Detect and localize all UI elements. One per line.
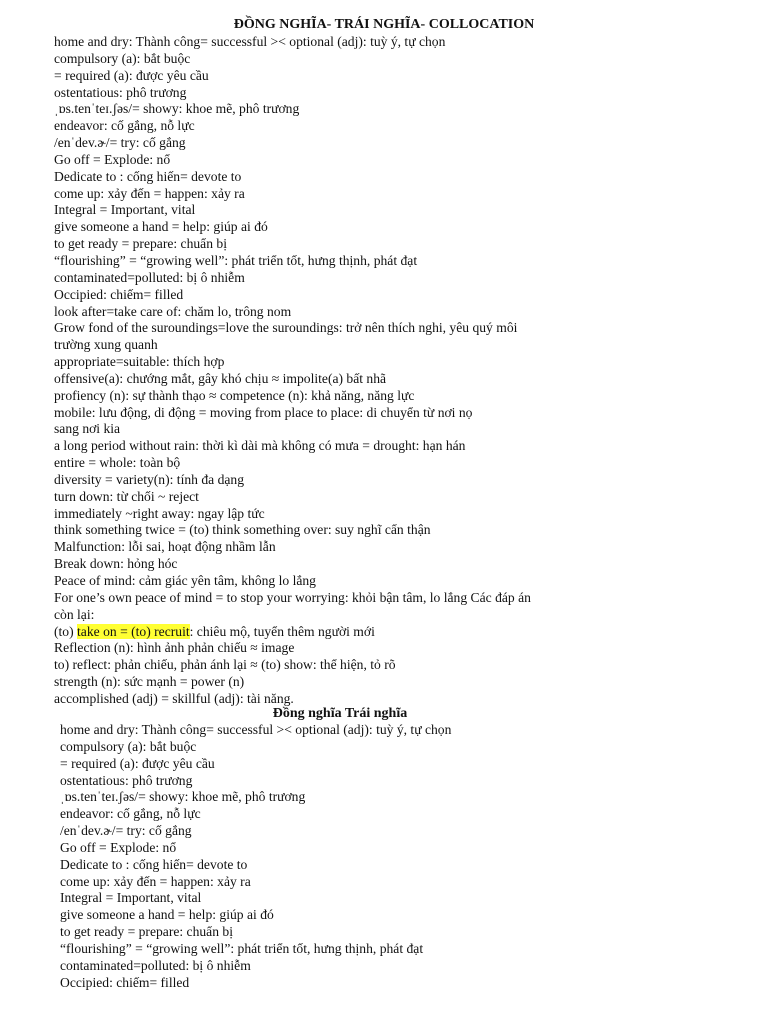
vocab-line: Malfunction: lỗi sai, hoạt động nhầm lẫn: [54, 539, 276, 555]
vocab-line: endeavor: cố gắng, nỗ lực: [54, 118, 195, 134]
vocab-line: Dedicate to : cống hiến= devote to: [54, 168, 242, 184]
vocab-line: entire = whole: toàn bộ: [54, 455, 181, 471]
vocab-line: endeavor: cố gắng, nỗ lực: [60, 806, 201, 822]
page-title: ĐỒNG NGHĨA- TRÁI NGHĨA- COLLOCATION: [233, 17, 535, 32]
vocab-line: Occipied: chiếm= filled: [60, 974, 190, 990]
vocab-line: appropriate=suitable: thích hợp: [54, 354, 225, 370]
vocab-line: contaminated=polluted: bị ô nhiễm: [60, 957, 251, 973]
vocab-line: diversity = variety(n): tính đa dạng: [54, 471, 245, 487]
vocab-line: profiency (n): sự thành thạo ≈ competence (n): khả năng, năng lực: [54, 387, 415, 403]
vocab-line: mobile: lưu động, di động = moving from place to place: di chuyển từ nơi nọ: [54, 404, 473, 420]
vocab-line: /enˈdev.ɚ/= try: cố gắng: [60, 823, 192, 839]
vocab-line: compulsory (a): bắt buộc: [60, 738, 197, 754]
vocab-list-2: [60, 722, 720, 992]
highlighted-text: take on = (to) recruit: [77, 623, 190, 639]
vocab-line-suffix: : chiêu mộ, tuyển thêm người mới: [189, 623, 375, 639]
vocab-line: compulsory (a): bắt buộc: [54, 50, 191, 66]
vocab-line: For one’s own peace of mind = to stop your worrying: khỏi bận tâm, lo lắng Các đáp án: [54, 589, 531, 605]
vocab-line: a long period without rain: thời kì dài mà không có mưa = drought: hạn hán: [54, 438, 466, 454]
vocab-line: come up: xảy đến = happen: xảy ra: [54, 185, 245, 201]
vocab-line-prefix: (to): [54, 623, 78, 639]
vocab-line: sang nơi kia: [54, 421, 121, 437]
vocab-line: /enˈdev.ɚ/= try: cố gắng: [54, 135, 186, 151]
vocab-line: [54, 624, 714, 641]
vocab-line: Break down: hỏng hóc: [54, 556, 178, 572]
vocab-line: to get ready = prepare: chuẩn bị: [54, 236, 227, 252]
vocab-line: còn lại:: [54, 606, 95, 622]
vocab-line: ˌɒs.tenˈteɪ.ʃəs/= showy: khoe mẽ, phô trương: [54, 101, 300, 117]
vocab-line: Grow fond of the suroundings=love the suroundings: trở nên thích nghi, yêu quý môi: [54, 320, 518, 336]
vocab-line: Go off = Explode: nổ: [54, 151, 171, 167]
section-subtitle: Đồng nghĩa Trái nghĩa: [272, 706, 408, 721]
vocab-line: home and dry: Thành công= successful >< optional (adj): tuỳ ý, tự chọn: [54, 34, 446, 49]
vocab-line: home and dry: Thành công= successful >< optional (adj): tuỳ ý, tự chọn: [60, 722, 452, 737]
vocab-line: strength (n): sức mạnh = power (n): [54, 674, 245, 690]
vocab-line: give someone a hand = help: giúp ai đó: [60, 907, 274, 923]
vocab-line: think something twice = (to) think something over: suy nghĩ cẩn thận: [54, 522, 431, 538]
vocab-line: “flourishing” = “growing well”: phát triển tốt, hưng thịnh, phát đạt: [60, 940, 424, 956]
vocab-line: ostentatious: phô trương: [54, 84, 187, 100]
vocab-line: look after=take care of: chăm lo, trông nom: [54, 303, 292, 319]
vocab-line: give someone a hand = help: giúp ai đó: [54, 219, 268, 235]
vocab-line: come up: xảy đến = happen: xảy ra: [60, 873, 251, 889]
vocab-line: contaminated=polluted: bị ô nhiễm: [54, 269, 245, 285]
vocab-line: offensive(a): chướng mắt, gây khó chịu ≈ impolite(a) bất nhã: [54, 370, 387, 386]
vocab-line: Integral = Important, vital: [60, 890, 202, 906]
vocab-line: Peace of mind: cảm giác yên tâm, không lo lắng: [54, 573, 316, 588]
vocab-line: “flourishing” = “growing well”: phát triển tốt, hưng thịnh, phát đạt: [54, 252, 418, 268]
vocab-line: = required (a): được yêu cầu: [60, 755, 215, 771]
vocab-line: trường xung quanh: [54, 337, 158, 353]
vocab-line: Occipied: chiếm= filled: [54, 286, 184, 302]
vocab-line: Integral = Important, vital: [54, 202, 196, 218]
vocab-line: accomplished (adj) = skillful (adj): tài năng.: [54, 690, 294, 706]
vocab-list-1: [54, 34, 714, 708]
vocab-line: Dedicate to : cống hiến= devote to: [60, 856, 248, 872]
vocab-line: Reflection (n): hình ảnh phản chiếu ≈ image: [54, 640, 295, 656]
vocab-line: = required (a): được yêu cầu: [54, 67, 209, 83]
vocab-line: to) reflect: phản chiếu, phản ánh lại ≈ (to) show: thể hiện, tỏ rõ: [54, 657, 396, 673]
vocab-line: Go off = Explode: nổ: [60, 839, 177, 855]
vocab-line: ostentatious: phô trương: [60, 772, 193, 788]
vocab-line: turn down: từ chối ~ reject: [54, 488, 199, 504]
vocab-line: to get ready = prepare: chuẩn bị: [60, 924, 233, 940]
vocab-line: ˌɒs.tenˈteɪ.ʃəs/= showy: khoe mẽ, phô trương: [60, 789, 306, 805]
vocab-line: immediately ~right away: ngay lập tức: [54, 505, 265, 521]
